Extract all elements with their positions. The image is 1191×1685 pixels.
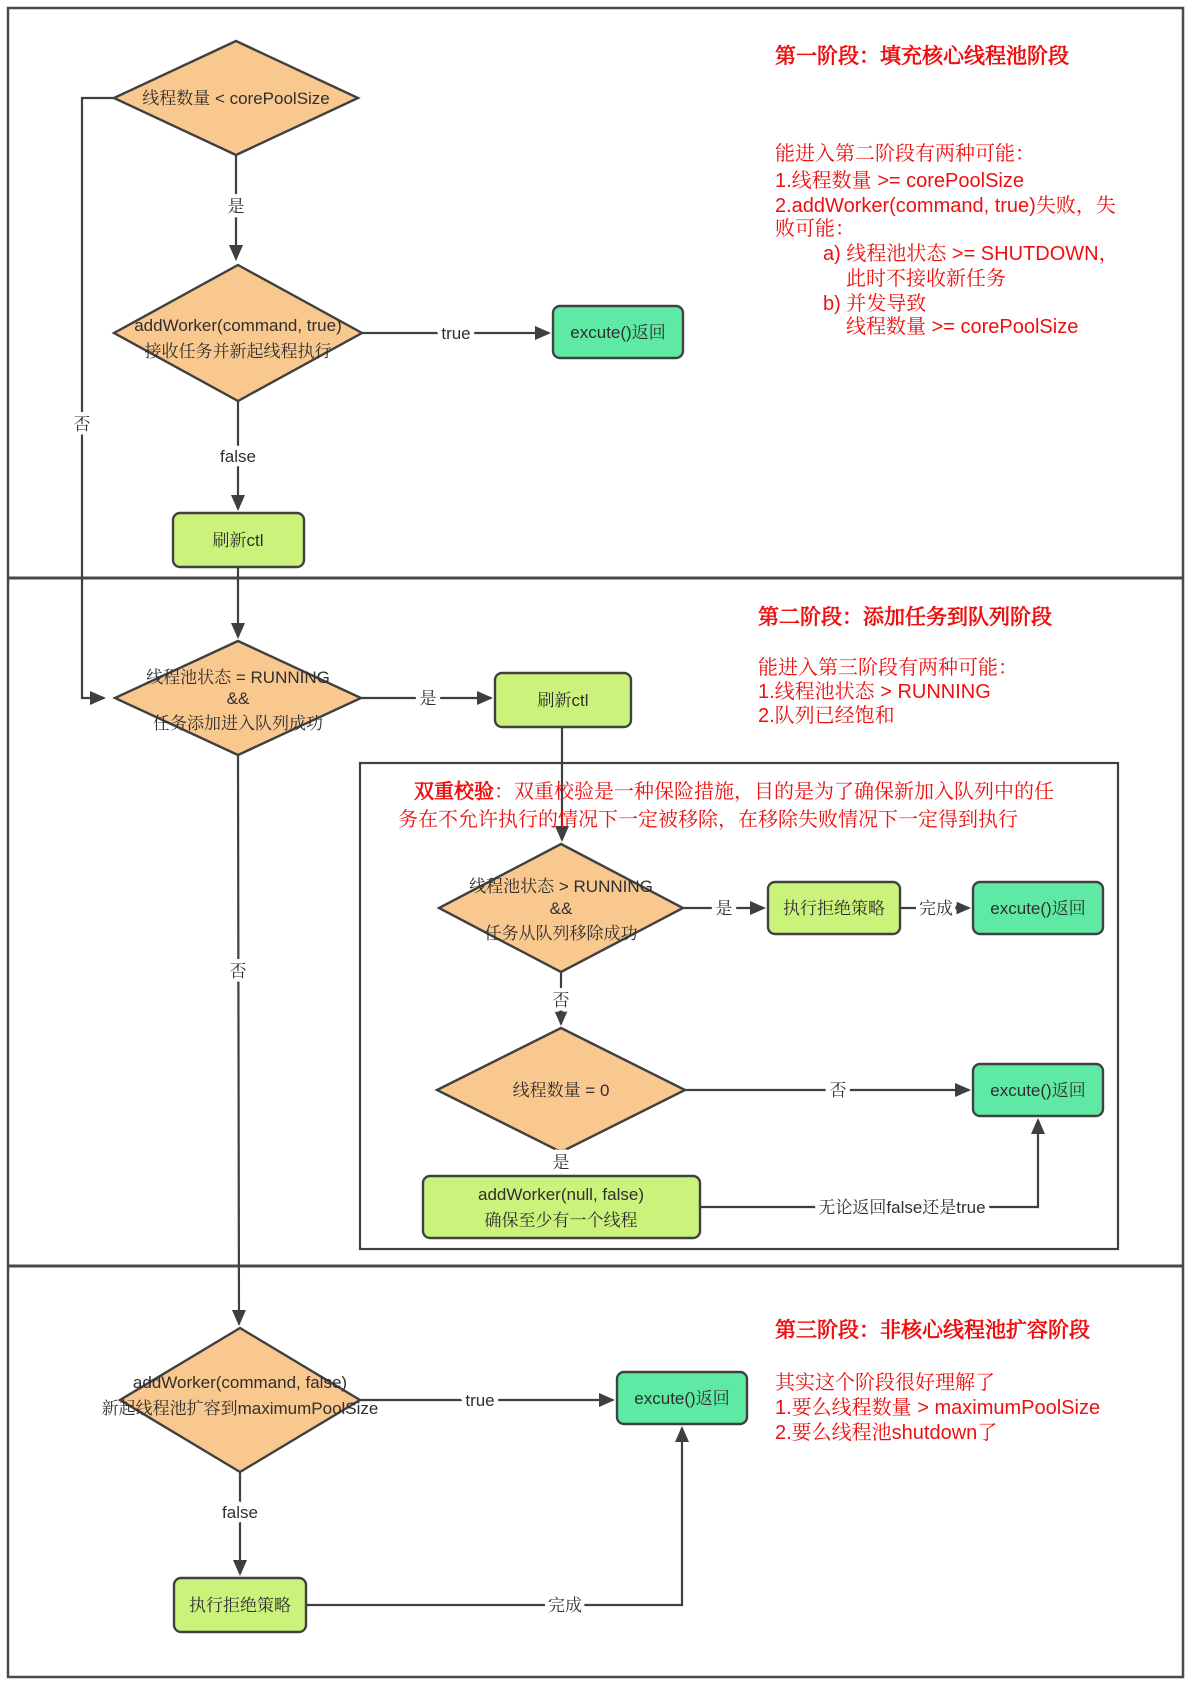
decision-pool-gt-running-remove-label-3: 任务从队列移除成功 [484, 924, 638, 943]
terminal-excute-return-1-label: excute()返回 [570, 323, 666, 342]
section-2-note-1: 1.线程池状态 > RUNNING [758, 681, 991, 703]
double-check-note-bold: 双重校验 [414, 781, 494, 803]
process-reject-policy-2-label: 执行拒绝策略 [189, 1596, 291, 1615]
decision-addworker-false-label-2: 新起线程池扩容到maximumPoolSize [101, 1399, 379, 1418]
process-addworker-null-false-label-1: addWorker(null, false) [478, 1185, 644, 1204]
section-1-title: 第一阶段：填充核心线程池阶段 [775, 45, 1069, 68]
section-3-note-2: 2.要么线程池shutdown了 [775, 1422, 998, 1444]
edge-label-no-3: 否 [829, 1081, 847, 1100]
decision-pool-gt-running-remove-label-1: 线程池状态 > RUNNING [469, 877, 653, 896]
section-1-note-0: 能进入第二阶段有两种可能： [775, 143, 1035, 165]
edge-label-yes-4: 是 [552, 1153, 570, 1172]
edge-d3-no-spine [238, 755, 239, 1324]
terminal-excute-return-3-label: excute()返回 [990, 1081, 1086, 1100]
section-3-note-0: 其实这个阶段很好理解了 [775, 1372, 995, 1394]
edge-label-true-1: true [441, 324, 471, 343]
section-1-note-4: a) 线程池状态 >= SHUTDOWN， [823, 243, 1119, 265]
section-3-note-1: 1.要么线程数量 > maximumPoolSize [775, 1397, 1101, 1419]
process-refresh-ctl-2-label: 刷新ctl [537, 691, 589, 710]
edge-label-done-2: 完成 [548, 1596, 582, 1615]
decision-pool-running-enqueue-label-1: 线程池状态 = RUNNING [146, 668, 330, 687]
edge-label-yes-3: 是 [715, 899, 733, 918]
decision-thread-lt-corepoolsize-label: 线程数量 < corePoolSize [142, 89, 330, 108]
edge-label-no-1: 否 [73, 415, 91, 434]
edge-label-false-1: false [220, 447, 256, 466]
terminal-excute-return-2-label: excute()返回 [990, 899, 1086, 918]
double-check-note-line-1 [414, 779, 1054, 803]
decision-pool-running-enqueue-label-3: 任务添加进入队列成功 [153, 714, 323, 733]
edge-label-yes-2: 是 [419, 689, 437, 708]
double-check-note-rest: ：双重校验是一种保险措施，目的是为了确保新加入队列中的任 [494, 781, 1054, 803]
section-2-title: 第二阶段：添加任务到队列阶段 [758, 606, 1052, 629]
process-refresh-ctl-1-label: 刷新ctl [212, 531, 264, 550]
section-1-note-7: 线程数量 >= corePoolSize [846, 316, 1079, 338]
edge-label-false-2: false [222, 1503, 258, 1522]
section-3-title: 第三阶段：非核心线程池扩容阶段 [775, 1319, 1090, 1342]
section-2-note-0: 能进入第三阶段有两种可能： [758, 657, 1018, 679]
edge-label-regardless: 无论返回false还是true [818, 1198, 986, 1217]
edge-reject2-done [306, 1428, 682, 1605]
edge-d1-no-loop [82, 98, 114, 698]
section-1-note-1: 1.线程数量 >= corePoolSize [775, 170, 1024, 192]
decision-pool-gt-running-remove-label-2: && [549, 899, 573, 918]
double-check-note-line-2: 务在不允许执行的情况下一定被移除，在移除失败情况下一定得到执行 [398, 809, 1018, 831]
decision-thread-count-zero-label: 线程数量 = 0 [512, 1081, 610, 1100]
decision-pool-running-enqueue-label-2: && [226, 689, 250, 708]
process-addworker-null-false-label-2: 确保至少有一个线程 [484, 1211, 638, 1230]
decision-addworker-false-label-1: addWorker(command, false) [132, 1373, 348, 1392]
process-reject-policy-1-label: 执行拒绝策略 [783, 899, 885, 918]
decision-addworker-true-label-1: addWorker(command, true) [134, 316, 342, 335]
section-1-note-6: b) 并发导致 [823, 293, 927, 315]
terminal-excute-return-4-label: excute()返回 [634, 1389, 730, 1408]
edge-label-true-2: true [465, 1391, 495, 1410]
edge-label-done-1: 完成 [919, 899, 953, 918]
decision-addworker-true-label-2: 接收任务并新起线程执行 [144, 342, 332, 361]
edge-addworker-excute3 [700, 1120, 1038, 1207]
section-1-note-3: 败可能： [775, 218, 855, 240]
edge-label-no-spine: 否 [229, 962, 247, 981]
edge-label-no-2: 否 [552, 991, 570, 1010]
section-2-note-2: 2.队列已经饱和 [758, 705, 895, 727]
section-1-note-2: 2.addWorker(command, true)失败，失 [775, 195, 1116, 217]
section-1-note-5: 此时不接收新任务 [846, 268, 1006, 290]
edge-label-yes-1: 是 [227, 197, 245, 216]
